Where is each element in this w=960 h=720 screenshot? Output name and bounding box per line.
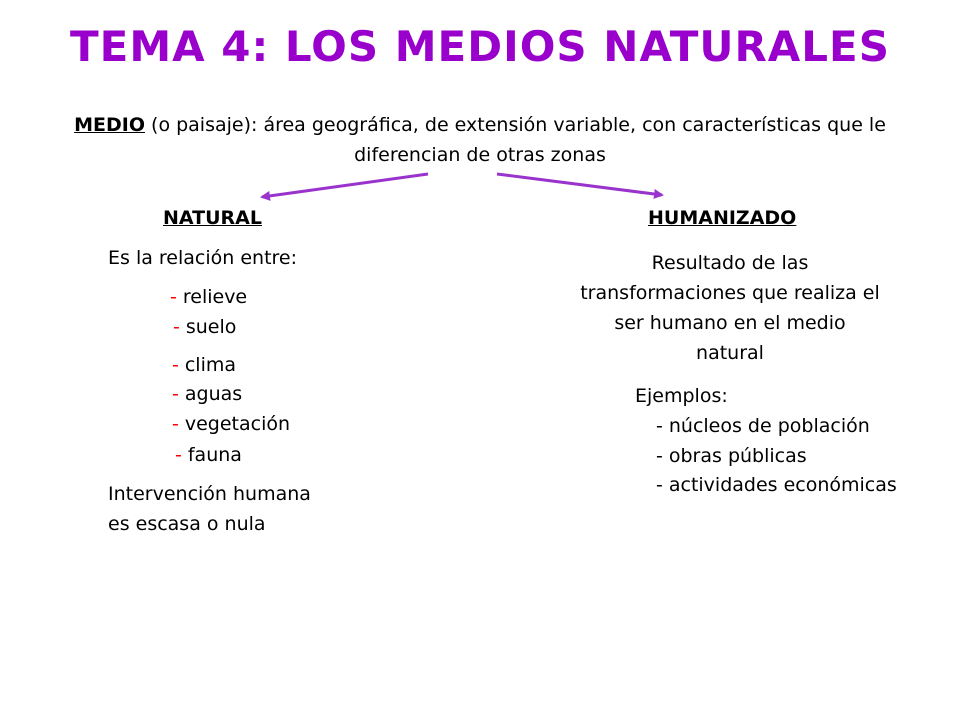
factor-item	[170, 286, 247, 308]
arrow-to-natural	[262, 174, 428, 197]
factor-item	[172, 383, 242, 405]
dash-bullet: -	[170, 286, 177, 308]
example-item	[656, 474, 897, 496]
definition-term: MEDIO	[74, 114, 145, 136]
definition-body: (o paisaje): área geográfica, de extensión variable, con características que le diferencian de otras zonas	[151, 114, 886, 166]
factor-label: clima	[184, 354, 237, 376]
factor-label: suelo	[185, 316, 237, 338]
example-label: actividades económicas	[668, 474, 897, 496]
natural-note-line2: es escasa o nula	[108, 513, 266, 535]
factor-item	[175, 444, 242, 466]
dash-bullet-plain: -	[656, 474, 663, 496]
humanized-heading: HUMANIZADO	[648, 207, 797, 229]
page-title: TEMA 4: LOS MEDIOS NATURALES	[70, 22, 890, 71]
example-item	[656, 415, 870, 437]
factor-label: vegetación	[184, 413, 291, 435]
dash-bullet-plain: -	[656, 415, 663, 437]
arrow-to-humanized	[497, 174, 662, 195]
factor-item	[172, 354, 236, 376]
examples-intro: Ejemplos:	[635, 385, 728, 407]
dash-bullet: -	[173, 316, 180, 338]
example-label: obras públicas	[668, 445, 807, 467]
factor-label: aguas	[184, 383, 243, 405]
factor-item	[173, 316, 236, 338]
natural-heading: NATURAL	[163, 207, 262, 229]
natural-intro: Es la relación entre:	[108, 247, 298, 269]
dash-bullet: -	[172, 413, 179, 435]
dash-bullet: -	[172, 354, 179, 376]
factor-item	[172, 413, 290, 435]
factor-label: relieve	[182, 286, 248, 308]
dash-bullet-plain: -	[656, 445, 663, 467]
example-label: núcleos de población	[668, 415, 870, 437]
example-item	[656, 445, 807, 467]
factor-label: fauna	[187, 444, 242, 466]
dash-bullet: -	[172, 383, 179, 405]
dash-bullet: -	[175, 444, 182, 466]
natural-note-line1: Intervención humana	[108, 483, 311, 505]
humanized-description: Resultado de las transformaciones que realiza el ser humano en el medio natural	[580, 252, 880, 364]
